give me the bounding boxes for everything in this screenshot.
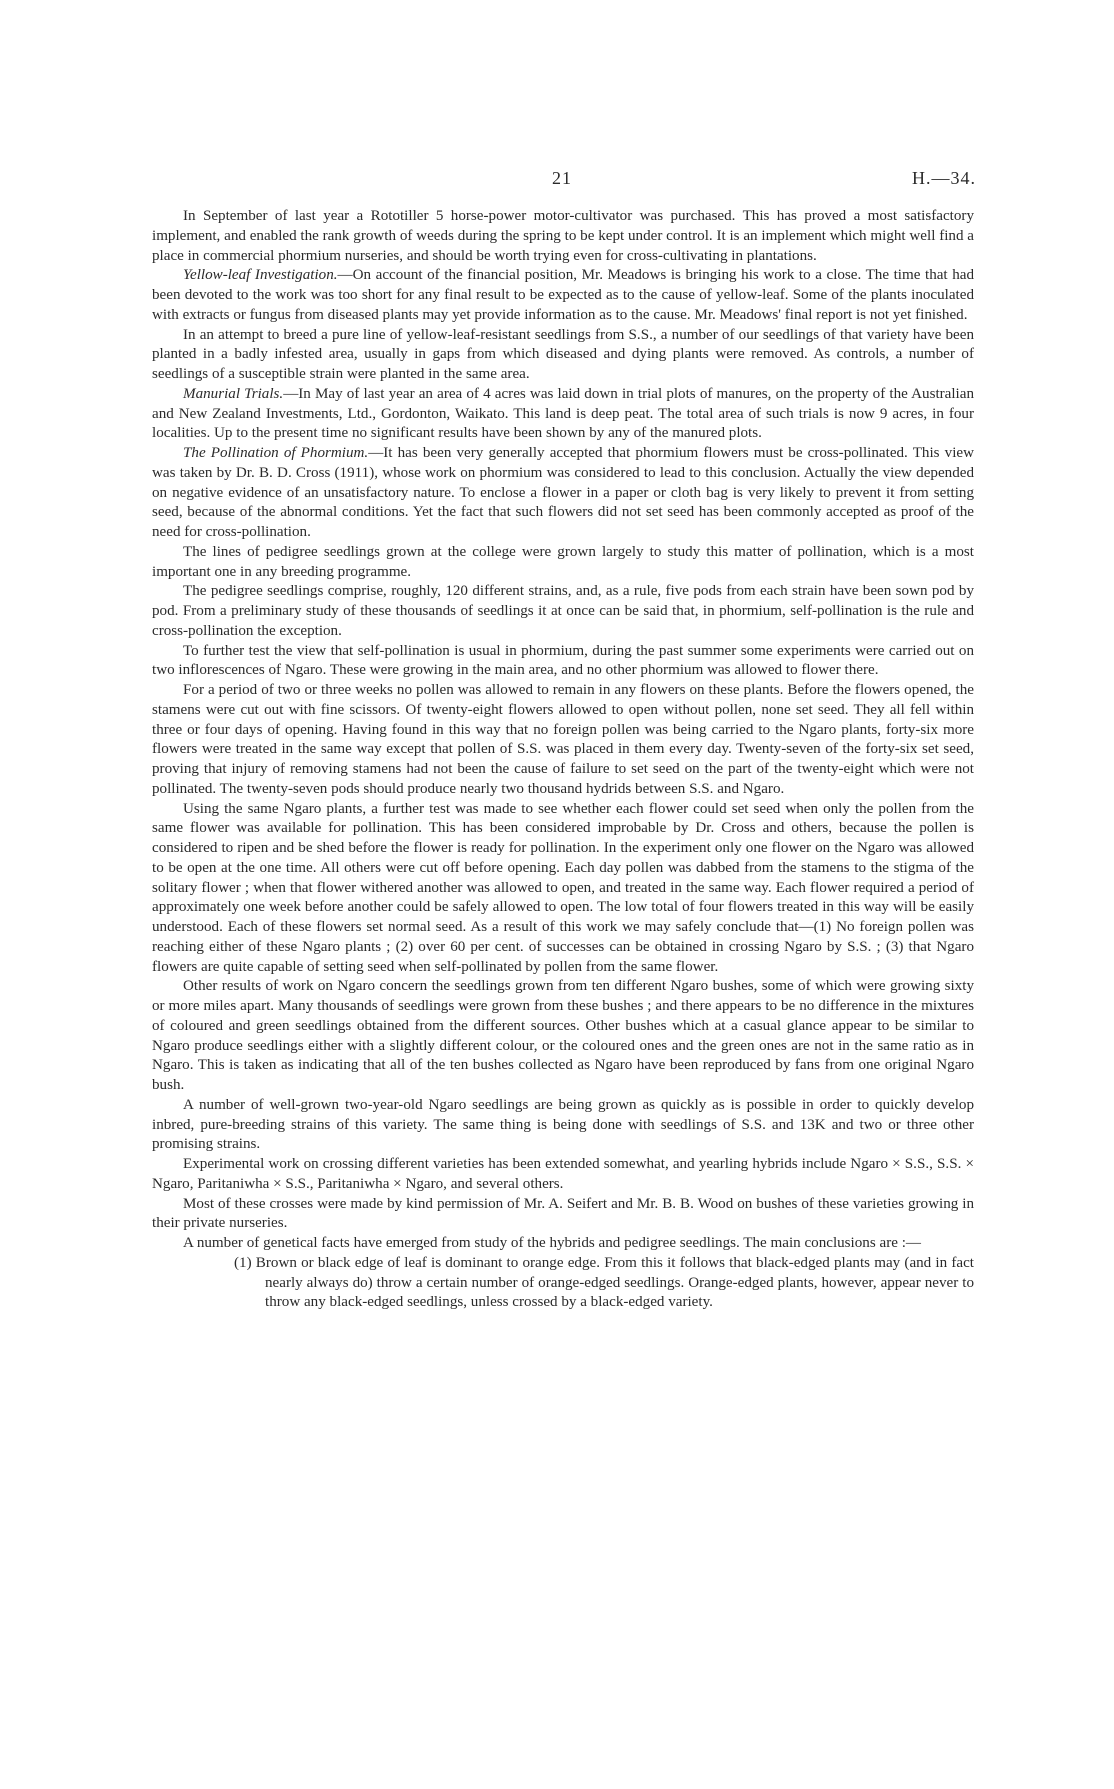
paragraph bbox=[152, 1234, 974, 1254]
conclusion-list-item bbox=[152, 1254, 974, 1313]
paragraph bbox=[152, 385, 974, 444]
paragraph-text: Most of these crosses were made by kind permission of Mr. A. Seifert and Mr. B. B. Wood on bushes of these varieties growing in their private nurseries. bbox=[152, 1195, 974, 1232]
paragraph-text: The lines of pedigree seedlings grown at the college were grown largely to study this matter of pollination, which is a most important one in any breeding programme. bbox=[152, 543, 974, 580]
paragraph bbox=[152, 800, 974, 978]
paragraph bbox=[152, 1155, 974, 1195]
paragraph-text: For a period of two or three weeks no pollen was allowed to remain in any flowers on these plants. Before the flowers opened, the stamens were cut out with fine scissors. Of twenty-eight flowers allowed to open without pollen, none set seed. They all fell within three or four days of opening. Having found in this way that no foreign pollen was being carried to the Ngaro plants, forty-six more flowers were treated in the same way except that pollen of S.S. was placed in them every day. Twenty-seven of the forty-six set seed, proving that injury of removing stamens had not been the cause of failure to set seed on the part of the twenty-eight which were not pollinated. The twenty-seven pods should produce nearly two thousand hydrids between S.S. and Ngaro. bbox=[152, 682, 974, 797]
paper-reference: H.—34. bbox=[912, 168, 976, 188]
paragraph bbox=[152, 681, 974, 800]
paragraph bbox=[152, 642, 974, 682]
paragraph-text: A number of well-grown two-year-old Ngaro seedlings are being grown as quickly as is possible in order to quickly develop inbred, pure-breeding strains of this variety. The same thing is being done with seedlings of S.S. and 13K and two or three other promising strains. bbox=[152, 1096, 974, 1153]
paragraph-text: —On account of the financial position, Mr. Meadows is bringing his work to a close. The time that had been devoted to the work was too short for any final result to be expected as to the cause of yellow-leaf. Some of the plants inoculated with extracts or fungus from diseased plants may yet provide information as to the cause. Mr. Meadows' final report is not yet finished. bbox=[152, 267, 974, 323]
paragraph-text: A number of genetical facts have emerged from study of the hybrids and pedigree seedlings. The main conclusions are :— bbox=[183, 1235, 921, 1251]
paragraph bbox=[152, 1096, 974, 1155]
paragraph-text: In September of last year a Rototiller 5 horse-power motor-cultivator was purchased. This has proved a most satisfactory implement, and enabled the rank growth of weeds during the spring to be kept under control. It is an implement which might well find a place in commercial phormium nurseries, and should be worth trying even for cross-cultivating in plantations. bbox=[152, 208, 974, 264]
section-heading: Yellow-leaf Investigation. bbox=[183, 267, 338, 284]
section-heading: The Pollination of Phormium. bbox=[183, 445, 369, 461]
paragraph bbox=[152, 977, 974, 1096]
paragraph-text: In an attempt to breed a pure line of yellow-leaf-resistant seedlings from S.S., a number of our seedlings of that variety have been planted in a badly infested area, usually in gaps from which diseased and dying plants were removed. As controls, a number of seedlings of a susceptible strain were planted in the same area. bbox=[152, 326, 974, 382]
section-heading: Manurial Trials. bbox=[183, 385, 284, 402]
paragraph bbox=[152, 444, 974, 543]
page-header bbox=[154, 168, 976, 190]
list-item-text: (1) Brown or black edge of leaf is dominant to orange edge. From this it follows that black-edged plants may (and in fact nearly always do) throw a certain number of orange-edged seedlings. Orange-edged plants, however, appear never to throw any black-edged seedlings, unless crossed by a black-edged variety. bbox=[234, 1254, 974, 1311]
paragraph bbox=[152, 1195, 974, 1235]
paragraph-text: —In May of last year an area of 4 acres was laid down in trial plots of manures, on the property of the Australian and New Zealand Investments, Ltd., Gordonton, Waikato. This land is deep peat. The total area of such trials is now 9 acres, in four localities. Up to the present time no significant results have been shown by any of the manured plots. bbox=[152, 385, 974, 442]
paragraph-text: —It has been very generally accepted that phormium flowers must be cross-pollinated. This view was taken by Dr. B. D. Cross (1911), whose work on phormium was considered to lead to this conclusion. Actually the view depended on negative evidence of an unsatisfactory nature. To enclose a flower in a paper or cloth bag is very likely to prevent it from setting seed, because of the abnormal conditions. Yet the fact that such flowers did not set seed has been commonly accepted as proof of the need for cross-pollination. bbox=[152, 445, 974, 540]
paragraph bbox=[152, 266, 974, 325]
paragraph-text: Using the same Ngaro plants, a further test was made to see whether each flower could set seed when only the pollen from the same flower was available for pollination. This has been considered improbable by Dr. Cross and others, because the pollen is considered to ripen and be shed before the flower is ready for pollination. In the experiment only one flower on the Ngaro was allowed to be open at the one time. All others were cut off before opening. Each day pollen was dabbed from the stamens to the stigma of the solitary flower ; when that flower withered another was allowed to open, and treated in the same way. Each flower required a period of approximately one week before another could be safely allowed to open. The low total of four flowers treated in this way will be easily understood. Each of these flowers set normal seed. As a result of this work we may safely conclude that—(1) No foreign pollen was reaching either of these Ngaro plants ; (2) over 60 per cent. of successes can be obtained in crossing Ngaro by S.S. ; (3) that Ngaro flowers are quite capable of setting seed when self-pollinated by pollen from the same flower. bbox=[152, 800, 974, 975]
paragraph-text: The pedigree seedlings comprise, roughly, 120 different strains, and, as a rule, five pods from each strain have been sown pod by pod. From a preliminary study of these thousands of seedlings it at once can be said that, in phormium, self-pollination is the rule and cross-pollination the exception. bbox=[152, 583, 974, 639]
paragraph bbox=[152, 207, 974, 266]
paragraph-text: Other results of work on Ngaro concern the seedlings grown from ten different Ngaro bushes, some of which were growing sixty or more miles apart. Many thousands of seedlings were grown from these bushes ; and there appears to be no difference in the mixtures of coloured and green seedlings obtained from the different sources. Other bushes which at a casual glance appear to be similar to Ngaro produce seedlings either with a slightly different colour, or the coloured ones and the green ones are not in the same ratio as in Ngaro. This is taken as indicating that all of the ten bushes collected as Ngaro have been reproduced by fans from one original Ngaro bush. bbox=[152, 978, 974, 1093]
document-body bbox=[152, 207, 974, 1313]
paragraph-text: To further test the view that self-pollination is usual in phormium, during the past summer some experiments were carried out on two inflorescences of Ngaro. These were growing in the main area, and no other phormium was allowed to flower there. bbox=[152, 642, 974, 679]
paragraph bbox=[152, 543, 974, 583]
paragraph-text: Experimental work on crossing different varieties has been extended somewhat, and yearling hybrids include Ngaro × S.S., S.S. × Ngaro, Paritaniwha × S.S., Paritaniwha × Ngaro, and several others. bbox=[152, 1156, 974, 1192]
page-number: 21 bbox=[552, 168, 572, 188]
paragraph bbox=[152, 582, 974, 641]
paragraph bbox=[152, 326, 974, 385]
